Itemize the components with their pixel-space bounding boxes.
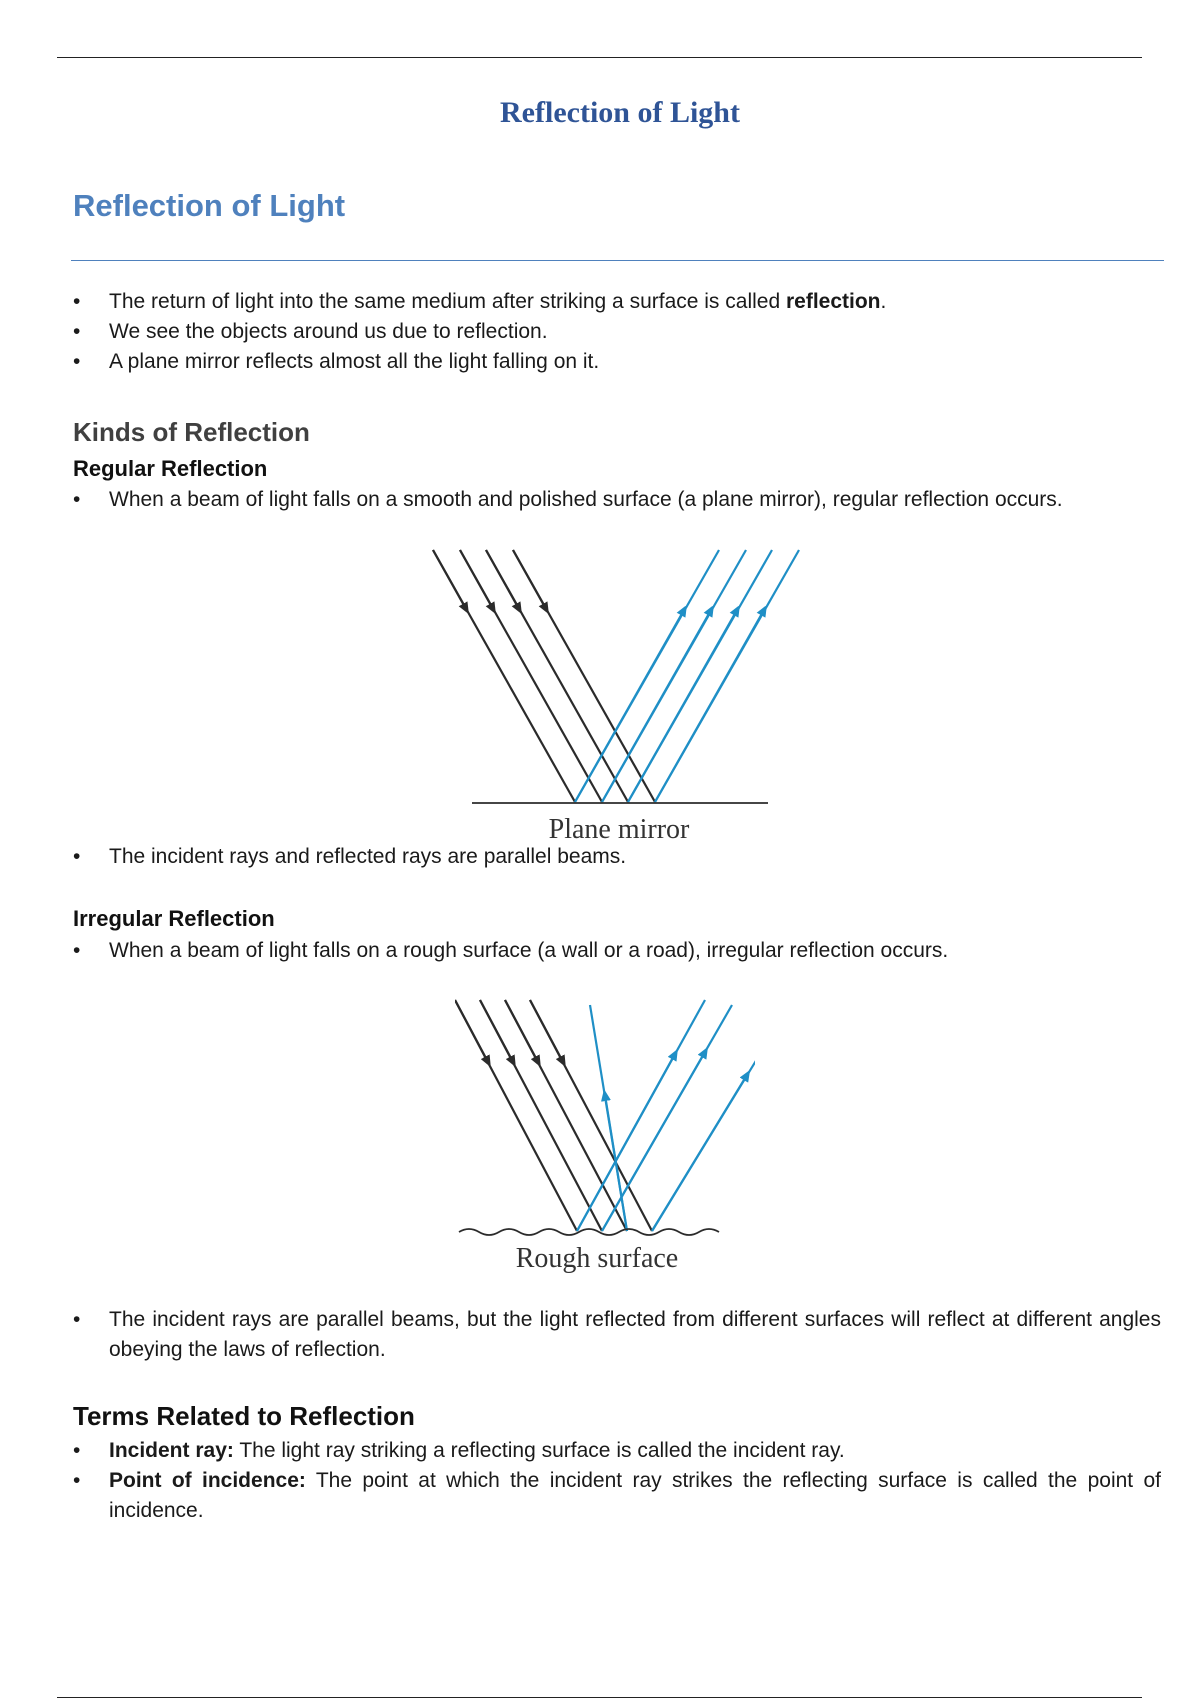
bottom-page-rule: [57, 1697, 1142, 1698]
reflected-ray-arrow: [577, 1054, 675, 1231]
bullet-text: When a beam of light falls on a rough surface (a wall or a road), irregular reflection occurs.: [109, 939, 949, 962]
term-label: Point of incidence:: [109, 1469, 306, 1492]
incident-ray-arrow: [530, 1000, 563, 1062]
incident-ray-arrow: [513, 550, 546, 609]
terms-list: [73, 1436, 1161, 1526]
regular-reflection-list-2: [73, 842, 1161, 872]
rough-surface-line: [459, 1229, 719, 1235]
list-item: [73, 842, 1161, 872]
incident-ray-arrow: [460, 550, 493, 609]
list-item: [73, 1436, 1161, 1466]
list-item: [73, 936, 1161, 966]
bullet-text-end: .: [880, 290, 887, 313]
incident-ray-arrow: [505, 1000, 538, 1062]
document-title: Reflection of Light: [500, 96, 740, 129]
bullet-text: A plane mirror reflects almost all the light falling on it.: [109, 350, 600, 373]
incident-ray-arrow: [480, 1000, 513, 1062]
list-item: [73, 1466, 1161, 1526]
section-heading-reflection: Reflection of Light: [73, 188, 346, 223]
list-item: [73, 1305, 1161, 1365]
regular-reflection-heading: Regular Reflection: [73, 456, 268, 481]
rough-surface-caption: Rough surface: [515, 1243, 679, 1274]
incident-rays: [433, 550, 655, 802]
irregular-reflection-list-2: [73, 1305, 1161, 1365]
irregular-reflection-heading: Irregular Reflection: [73, 906, 275, 931]
reflected-rays: [575, 550, 799, 802]
list-item: [73, 317, 1161, 347]
reflection-bullet-list: [73, 287, 1161, 377]
reflected-ray-arrow: [655, 610, 764, 802]
terms-heading: Terms Related to Reflection: [73, 1401, 415, 1431]
plane-mirror-caption: Plane mirror: [548, 814, 690, 845]
incident-ray-arrow: [455, 1000, 488, 1062]
regular-reflection-diagram: [420, 540, 840, 850]
bullet-text: When a beam of light falls on a smooth and polished surface (a plane mirror), regular reflection occurs.: [109, 488, 1063, 511]
reflected-ray-arrow: [602, 610, 711, 802]
top-page-rule: [57, 57, 1142, 58]
bullet-text: The return of light into the same medium after striking a surface is called: [109, 290, 786, 313]
heading-underline-rule: [71, 260, 1164, 261]
reflected-ray-arrow: [652, 1075, 747, 1231]
reflected-ray-arrow: [602, 1052, 705, 1231]
bullet-text: The incident rays are parallel beams, but the light reflected from different surfaces will reflect at different angles obeying the laws of reflection.: [109, 1308, 1161, 1361]
list-item: [73, 347, 1161, 377]
bullet-text: We see the objects around us due to reflection.: [109, 320, 548, 343]
term-definition: The point at which the incident ray strikes the reflecting surface is called the point of incidence.: [109, 1469, 1161, 1522]
list-item: [73, 287, 1161, 317]
reflected-rays: [577, 1000, 755, 1231]
regular-reflection-list: [73, 485, 1161, 515]
reflected-ray-arrow: [575, 610, 684, 802]
reflected-ray-arrow: [628, 610, 737, 802]
term-label: Incident ray:: [109, 1439, 234, 1462]
bullet-text: The incident rays and reflected rays are parallel beams.: [109, 845, 627, 868]
kinds-of-reflection-heading: Kinds of Reflection: [73, 417, 310, 447]
irregular-reflection-diagram: [455, 995, 755, 1275]
incident-ray-arrow: [486, 550, 519, 609]
list-item: [73, 485, 1161, 515]
bold-term-reflection: reflection: [785, 290, 881, 313]
term-definition: The light ray striking a reflecting surface is called the incident ray.: [233, 1439, 845, 1462]
incident-ray-arrow: [433, 550, 466, 609]
irregular-reflection-list: [73, 936, 1161, 966]
